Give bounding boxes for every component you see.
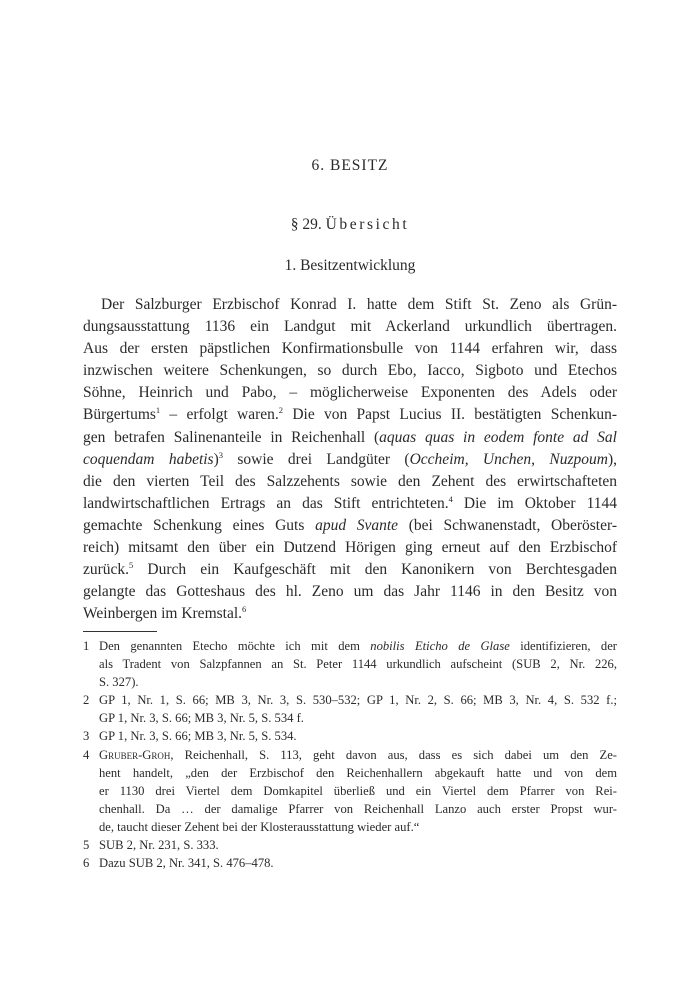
footnote-number: 1 [83,639,90,653]
body-line: dungsausstattung 1136 ein Landgut mit Ackerland urkundlich übertragen. [83,318,617,336]
footnote-ref[interactable]: 4 [448,493,453,504]
author-name: Gruber-Groh [99,747,171,762]
body-line: Bürgertums$^1$ – erfolgt waren.$^2$ Die von Papst Lucius II. bestätigten Schenkun- [83,405,618,424]
body-line: reich) mitsamt den über ein Dutzend Hörigen ging erneut auf den Erzbischof [83,539,617,557]
footnote-line: GP 1, Nr. 3, S. 66; MB 3, Nr. 5, S. 534. [99,729,297,744]
body-line: Der Salzburger Erzbischof Konrad I. hatte dem Stift St. Zeno als Grün- [101,296,617,313]
body-line: zurück.$^5$ Durch ein Kaufgeschäft mit den Kanonikern von Berchtesgaden [83,560,617,579]
body-line: inzwischen weitere Schenkungen, so durch Ebo, Iacco, Sigboto und Etechos [83,362,617,380]
footnote-line: Gruber-Groh, Reichenhall, S. 113, geht davon aus, dass es sich dabei um den Ze- [99,747,617,762]
section-title: Übersicht [325,216,410,233]
body-line: Söhne, Heinrich und Pabo, – möglicherweise Exponenten des Adels oder [83,384,617,402]
footnote-line: SUB 2, Nr. 231, S. 333. [99,838,219,853]
footnote-line: Dazu SUB 2, Nr. 341, S. 476–478. [99,856,274,871]
footnote-2 [83,691,617,727]
body-line: die den vierten Teil des Salzzehents sowie den Zehent des erwirtschafteten [83,472,617,490]
footnote-ref[interactable]: 6 [242,604,247,615]
footnote-line: de, taucht dieser Zehent bei der Klosterausstattung wieder auf.“ [99,819,420,834]
footnote-line: S. 327). [99,675,139,690]
footnote-line: er 1130 drei Viertel dem Domkapitel überließ und ein Viertel dem Pfarrer von Rei- [99,783,617,798]
footnote-ref[interactable]: 2 [278,405,284,416]
section-heading [0,216,700,234]
section-number: § 29. [290,216,322,233]
body-line: Aus der ersten päpstlichen Konfirmationsbulle von 1144 erfahren wir, dass [83,340,617,358]
body-line: Weinbergen im Kremstal.$^6$ [83,604,247,623]
footnote-6 [83,854,617,872]
footnote-4 [83,746,617,836]
body-line: gen betrafen Salinenanteile in Reichenhall (aquas quas in eodem fonte ad Sal [83,428,617,446]
footnotes [83,637,617,872]
body-line: gemachte Schenkung eines Guts apud Svante (bei Schwanenstadt, Oberöster- [83,516,618,534]
subsection-heading: 1. Besitzentwicklung [284,257,416,274]
footnote-ref[interactable]: 1 [155,405,161,416]
footnote-ref[interactable]: 3 [218,449,224,460]
footnote-5 [83,836,617,854]
body-line: coquendam habetis)$^3$ sowie drei Landgüter (Occheim, Unchen, Nuzpoum), [83,449,617,468]
footnote-number: 2 [83,693,90,708]
footnote-line: chenhall. Da … der damalige Pfarrer von Reichenhall Lanzo auch erster Propst wur- [99,801,617,816]
footnote-number: 6 [83,856,90,871]
footnote-line: GP 1, Nr. 1, S. 66; MB 3, Nr. 3, S. 530–532; GP 1, Nr. 2, S. 66; MB 3, Nr. 4, S. 532 f.; [99,693,617,708]
footnote-number: 5 [83,838,90,853]
footnote-line: hent handelt, „den der Erzbischof den Reichenhallern abgekauft hatte und von dem [99,765,617,780]
footnote-number: 3 [83,729,90,744]
footnote-ref[interactable]: 5 [129,560,134,571]
body-line: landwirtschaftlichen Ertrags an das Stift entrichteten.$^4$ Die im Oktober 1144 [83,493,617,512]
footnote-line: als Tradent von Salzpfannen an St. Peter 1144 urkundlich aufscheint (SUB 2, Nr. 226, [99,657,617,672]
body-paragraph [83,294,617,625]
footnote-separator [83,631,157,632]
body-line: gelangte das Gotteshaus des hl. Zeno um das Jahr 1146 in den Besitz von [83,583,617,601]
footnote-3 [83,727,617,745]
footnote-line: Den genannten Etecho möchte ich mit dem nobilis Eticho de Glase identifizieren, der [99,639,617,653]
footnote-number: 4 [83,747,90,762]
chapter-title: 6. BESITZ [311,157,389,174]
footnote-line: GP 1, Nr. 3, S. 66; MB 3, Nr. 5, S. 534 f. [99,711,304,726]
footnote-1 [83,637,617,691]
